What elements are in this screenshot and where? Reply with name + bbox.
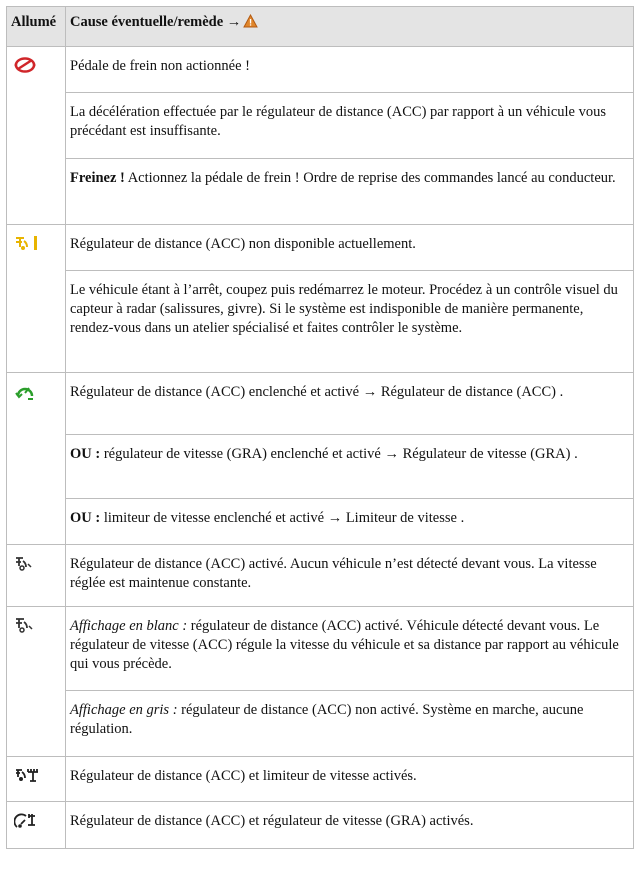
icon-cell [7, 225, 66, 373]
cause-text [66, 435, 634, 499]
cause-text: La décélération effectuée par le régulateur de distance (ACC) par rapport à un véhicule vous précédant est insuffisante. [66, 93, 634, 159]
cause-text: Régulateur de distance (ACC) et régulateur de vitesse (GRA) activés. [66, 802, 634, 849]
header-arrow: → [226, 14, 242, 30]
cause-remainder: limiteur de vitesse enclenché et activé → Limiteur de vitesse . [100, 510, 465, 526]
cause-text [66, 159, 634, 225]
brake-pedal-warning-icon [14, 57, 65, 73]
cause-text: Le véhicule étant à l’arrêt, coupez puis redémarrez le moteur. Procédez à un contrôle visuel du capteur à radar (salissures, givre). Si le système est indisponible de manière permanente, rendez-vous dans un atelier spécialisé et faites contrôler le système. [66, 271, 634, 373]
cause-remainder: régulateur de distance (ACC) non activé. Système en marche, aucune régulation. [70, 702, 584, 737]
table-row [7, 802, 634, 849]
table-header [7, 7, 634, 47]
acc-speed-limiter-icon [14, 767, 65, 783]
cause-text: Pédale de frein non actionnée ! [66, 47, 634, 93]
table-row [7, 435, 634, 499]
cruise-control-active-icon [14, 383, 65, 401]
cause-text: Régulateur de distance (ACC) enclenché et activé → Régulateur de distance (ACC) . [66, 373, 634, 435]
cause-text [66, 499, 634, 545]
italic-prefix: Affichage en blanc : [70, 618, 188, 634]
acc-unavailable-icon [14, 235, 65, 251]
italic-prefix: Affichage en gris : [70, 702, 178, 718]
icon-cell [7, 545, 66, 607]
table-row [7, 271, 634, 373]
acc-vehicle-detected-icon [14, 617, 65, 633]
table-row [7, 225, 634, 271]
cause-text: Régulateur de distance (ACC) et limiteur de vitesse activés. [66, 757, 634, 802]
header-cause-label: Cause éventuelle/remède [70, 14, 224, 30]
icon-cell [7, 373, 66, 545]
icon-cell [7, 757, 66, 802]
table-row [7, 93, 634, 159]
table-row [7, 545, 634, 607]
table-row [7, 499, 634, 545]
header-col-cause [66, 7, 634, 47]
cause-remainder: régulateur de vitesse (GRA) enclenché et activé → Régulateur de vitesse (GRA) . [100, 446, 578, 462]
header-col-lit: Allumé [7, 7, 66, 47]
table-row [7, 607, 634, 691]
table-row [7, 47, 634, 93]
icon-cell [7, 607, 66, 757]
indicator-table [6, 6, 634, 849]
table-row [7, 757, 634, 802]
cause-remainder: régulateur de distance (ACC) activé. Véhicule détecté devant vous. Le régulateur de vitesse (ACC) régule la vitesse du véhicule et sa distance par rapport au véhicule qui vous précède. [70, 618, 619, 672]
table-row [7, 691, 634, 757]
acc-cruise-control-icon [14, 812, 65, 830]
table-row [7, 159, 634, 225]
icon-cell [7, 47, 66, 225]
bold-prefix: Freinez ! [70, 170, 125, 186]
icon-cell [7, 802, 66, 849]
table-row [7, 373, 634, 435]
bold-prefix: OU : [70, 446, 101, 462]
warning-triangle-icon [243, 14, 258, 28]
cause-text [66, 607, 634, 691]
cause-remainder: Actionnez la pédale de frein ! Ordre de reprise des commandes lancé au conducteur. [124, 170, 616, 186]
acc-no-vehicle-icon [14, 555, 65, 571]
cause-text: Régulateur de distance (ACC) non disponible actuellement. [66, 225, 634, 271]
bold-prefix: OU : [70, 510, 101, 526]
cause-text [66, 691, 634, 757]
cause-text: Régulateur de distance (ACC) activé. Aucun véhicule n’est détecté devant vous. La vitesse réglée est maintenue constante. [66, 545, 634, 607]
